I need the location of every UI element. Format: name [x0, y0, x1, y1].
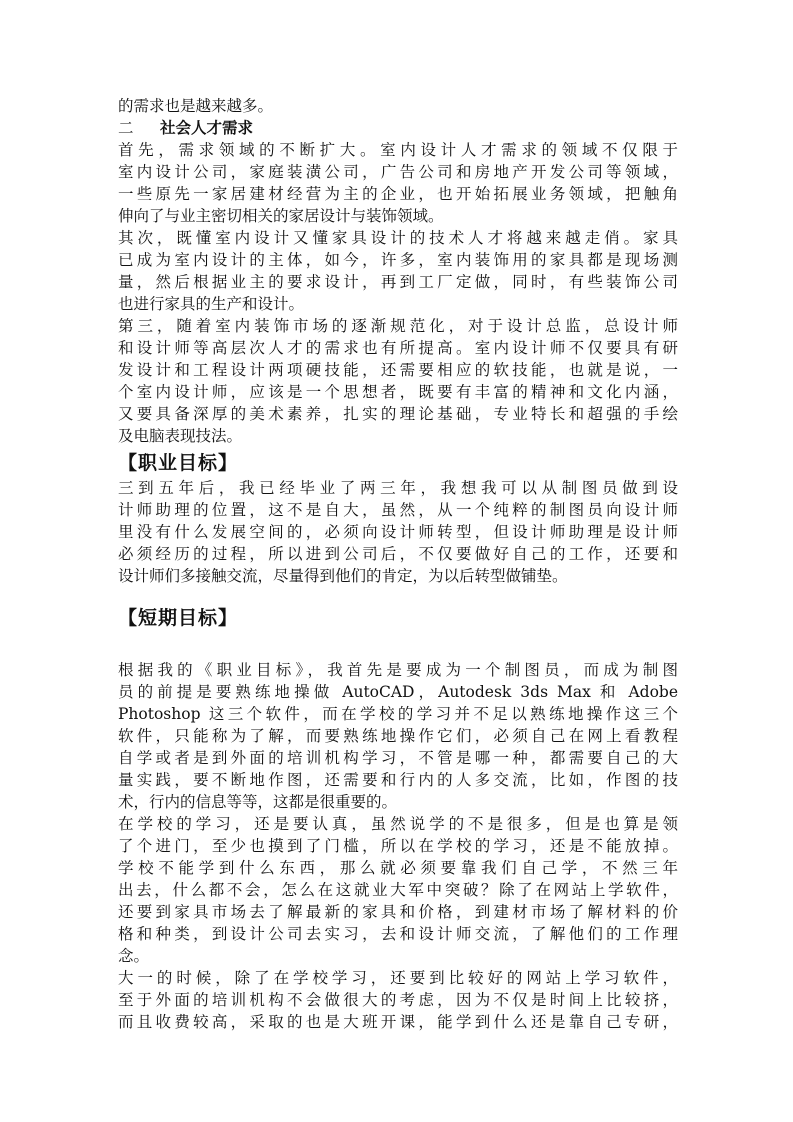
text-line: 里没有什么发展空间的，必须向设计师转型，但设计师助理是设计师	[118, 523, 678, 541]
text-line: 的需求也是越来越多。	[118, 97, 274, 115]
text-line: 计师助理的位置，这不是自大，虽然，从一个纯粹的制图员向设计师	[118, 501, 678, 519]
text-line: 术，行内的信息等等，这都是很重要的。	[118, 793, 398, 811]
text-line: 已成为室内设计的主体，如今，许多，室内装饰用的家具都是现场测	[118, 251, 678, 269]
section-heading	[118, 118, 253, 139]
text-line: 必须经历的过程，所以进到公司后，不仅要做好自己的工作，还要和	[118, 545, 678, 563]
text-line: 根据我的《职业目标》，我首先是要成为一个制图员，而成为制图	[118, 661, 678, 679]
text-line: 和设计师等高层次人才的需求也有所提高。室内设计师不仅要具有研	[118, 339, 678, 357]
section-number: 二	[118, 119, 134, 137]
text-line: 在学校的学习，还是要认真，虽然说学的不是很多，但是也算是领	[118, 815, 678, 833]
text-line: 三到五年后，我已经毕业了两三年，我想我可以从制图员做到设	[118, 479, 678, 497]
text-line: 其次，既懂室内设计又懂家具设计的技术人才将越来越走俏。家具	[118, 229, 678, 247]
text-line: 学校不能学到什么东西，那么就必须要靠我们自己学，不然三年	[118, 859, 678, 877]
text-line: 设计师们多接触交流，尽量得到他们的肯定，为以后转型做铺垫。	[118, 567, 568, 585]
text-line: 还要到家具市场去了解最新的家具和价格，到建材市场了解材料的价	[118, 903, 678, 921]
heading-career-goal: 【职业目标】	[118, 452, 239, 474]
text-line: 自学或者是到外面的培训机构学习，不管是哪一种，都需要自己的大	[118, 749, 678, 767]
text-line: 量实践，要不断地作图，还需要和行内的人多交流，比如，作图的技	[118, 771, 678, 789]
text-line: 软件，只能称为了解，而要熟练地操作它们，必须自己在网上看教程	[118, 727, 678, 745]
text-line: 而且收费较高，采取的也是大班开课，能学到什么还是靠自己专研，	[118, 1013, 678, 1031]
text-line: 了个进门，至少也摸到了门槛，所以在学校的学习，还是不能放掉。	[118, 837, 678, 855]
text-line: 又要具备深厚的美术素养，扎实的理论基础，专业特长和超强的手绘	[118, 405, 678, 423]
text-line: 大一的时候，除了在学校学习，还要到比较好的网站上学习软件，	[118, 969, 678, 987]
text-line: 室内设计公司，家庭装潢公司，广告公司和房地产开发公司等领域，	[118, 163, 678, 181]
text-line: 及电脑表现技法。	[118, 427, 243, 445]
text-line: 出去，什么都不会，怎么在这就业大军中突破？除了在网站上学软件，	[118, 881, 678, 899]
heading-short-term-goal: 【短期目标】	[118, 607, 239, 629]
text-line: 首先，需求领域的不断扩大。室内设计人才需求的领域不仅限于	[118, 141, 678, 159]
section-title: 社会人才需求	[160, 119, 254, 137]
text-line: 发设计和工程设计两项硬技能，还需要相应的软技能，也就是说，一	[118, 361, 678, 379]
text-line: 量，然后根据业主的要求设计，再到工厂定做，同时，有些装饰公司	[118, 273, 678, 291]
text-line: 员的前提是要熟练地操做 AutoCAD，Autodesk 3ds Max 和 Adobe	[118, 683, 678, 701]
text-line: 至于外面的培训机构不会做很大的考虑，因为不仅是时间上比较挤，	[118, 991, 678, 1009]
text-line: 念。	[118, 947, 150, 965]
text-line: 第三，随着室内装饰市场的逐渐规范化，对于设计总监，总设计师	[118, 317, 678, 335]
text-line: 格和种类，到设计公司去实习，去和设计师交流，了解他们的工作理	[118, 925, 678, 943]
text-line: 个室内设计师，应该是一个思想者，既要有丰富的精神和文化内涵，	[118, 383, 678, 401]
text-line: 也进行家具的生产和设计。	[118, 295, 305, 313]
text-line: Photoshop 这三个软件，而在学校的学习并不足以熟练地操作这三个	[118, 705, 678, 723]
text-line: 伸向了与业主密切相关的家居设计与装饰领域。	[118, 207, 444, 225]
text-line: 一些原先一家居建材经营为主的企业，也开始拓展业务领域，把触角	[118, 185, 678, 203]
